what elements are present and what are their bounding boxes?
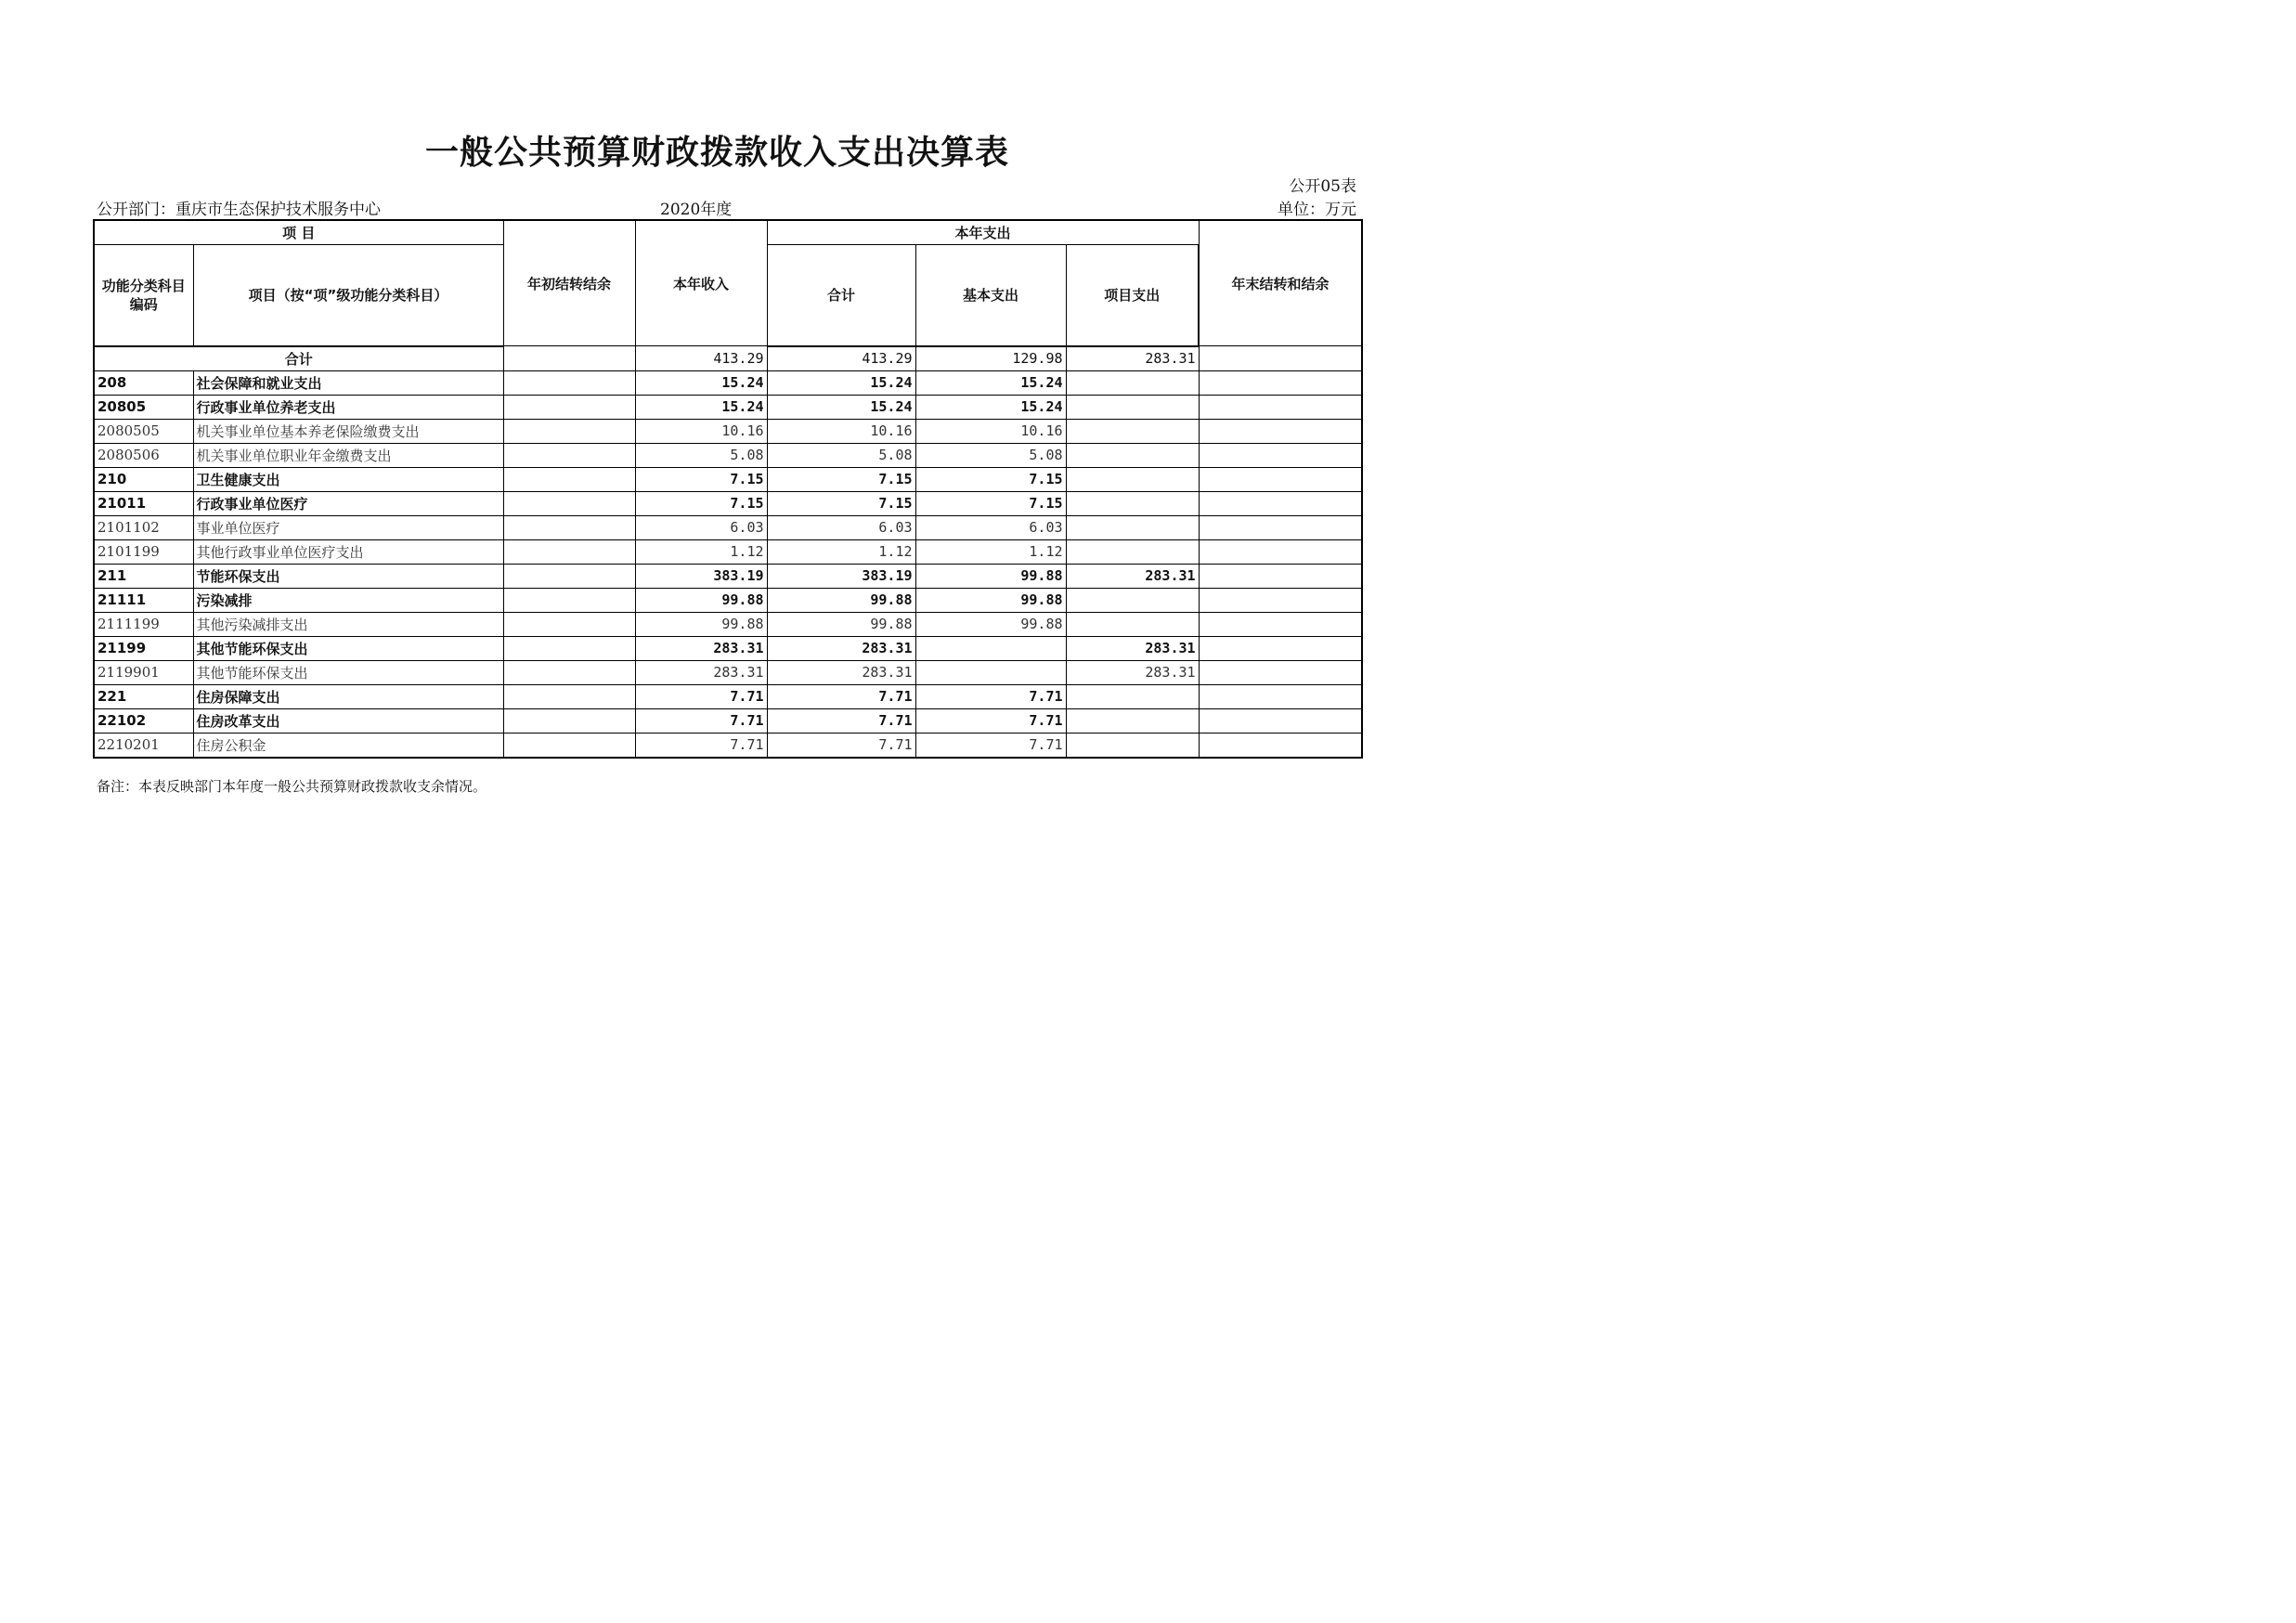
cell-opening <box>503 564 635 588</box>
cell-exp-project <box>1066 708 1199 733</box>
cell-closing <box>1199 708 1362 733</box>
cell-closing <box>1199 443 1362 467</box>
cell-exp-total: 15.24 <box>767 395 915 419</box>
table-row <box>94 419 1362 443</box>
cell-exp-basic <box>915 636 1066 660</box>
cell-opening <box>503 395 635 419</box>
cell-income: 15.24 <box>635 370 767 395</box>
table-header <box>94 220 1362 346</box>
cell-code: 21199 <box>94 636 193 660</box>
cell-item: 卫生健康支出 <box>193 467 503 491</box>
cell-code: 22102 <box>94 708 193 733</box>
cell-exp-total: 15.24 <box>767 370 915 395</box>
cell-exp-basic: 7.71 <box>915 708 1066 733</box>
table-row <box>94 443 1362 467</box>
cell-exp-project <box>1066 539 1199 564</box>
cell-item: 事业单位医疗 <box>193 515 503 539</box>
cell-opening <box>503 515 635 539</box>
cell-exp-basic: 7.15 <box>915 491 1066 515</box>
cell-item: 机关事业单位基本养老保险缴费支出 <box>193 419 503 443</box>
cell-exp-project <box>1066 491 1199 515</box>
cell-exp-total: 7.15 <box>767 491 915 515</box>
cell-income: 5.08 <box>635 443 767 467</box>
cell-item: 污染减排 <box>193 588 503 612</box>
form-number: 公开05表 <box>1289 177 1356 196</box>
cell-closing <box>1199 539 1362 564</box>
total-opening <box>503 346 635 371</box>
table-body <box>94 346 1362 758</box>
department-label: 公开部门：重庆市生态保护技术服务中心 <box>97 201 381 219</box>
total-exp-total: 413.29 <box>767 346 915 371</box>
cell-item: 节能环保支出 <box>193 564 503 588</box>
cell-exp-project <box>1066 612 1199 636</box>
unit-label: 单位：万元 <box>1278 201 1356 219</box>
cell-exp-basic: 1.12 <box>915 539 1066 564</box>
cell-closing <box>1199 395 1362 419</box>
cell-income: 7.71 <box>635 733 767 758</box>
cell-opening <box>503 419 635 443</box>
cell-exp-basic: 7.71 <box>915 684 1066 708</box>
cell-exp-project: 283.31 <box>1066 636 1199 660</box>
cell-closing <box>1199 660 1362 684</box>
header-closing: 年末结转和结余 <box>1199 220 1362 346</box>
cell-item: 行政事业单位养老支出 <box>193 395 503 419</box>
cell-closing <box>1199 636 1362 660</box>
cell-item: 其他节能环保支出 <box>193 636 503 660</box>
header-code: 功能分类科目编码 <box>94 244 193 346</box>
cell-income: 7.15 <box>635 491 767 515</box>
cell-income: 383.19 <box>635 564 767 588</box>
header-exp-total: 合计 <box>767 244 915 346</box>
header-item: 项目（按“项”级功能分类科目） <box>193 244 503 346</box>
cell-code: 2101199 <box>94 539 193 564</box>
cell-item: 住房保障支出 <box>193 684 503 708</box>
cell-code: 21011 <box>94 491 193 515</box>
table-row <box>94 491 1362 515</box>
table-row <box>94 395 1362 419</box>
cell-code: 2111199 <box>94 612 193 636</box>
cell-opening <box>503 491 635 515</box>
cell-exp-project <box>1066 515 1199 539</box>
cell-opening <box>503 370 635 395</box>
cell-exp-basic <box>915 660 1066 684</box>
cell-code: 2080506 <box>94 443 193 467</box>
cell-income: 7.15 <box>635 467 767 491</box>
cell-income: 283.31 <box>635 660 767 684</box>
table-row <box>94 708 1362 733</box>
cell-code: 2210201 <box>94 733 193 758</box>
cell-code: 2119901 <box>94 660 193 684</box>
table-row <box>94 539 1362 564</box>
table-row <box>94 733 1362 758</box>
cell-exp-total: 7.71 <box>767 733 915 758</box>
table-row <box>94 515 1362 539</box>
cell-opening <box>503 684 635 708</box>
header-exp-project: 项目支出 <box>1066 244 1199 346</box>
cell-item: 住房公积金 <box>193 733 503 758</box>
header-exp-basic: 基本支出 <box>915 244 1066 346</box>
cell-closing <box>1199 419 1362 443</box>
cell-income: 10.16 <box>635 419 767 443</box>
cell-opening <box>503 636 635 660</box>
table-row <box>94 467 1362 491</box>
cell-code: 21111 <box>94 588 193 612</box>
cell-exp-basic: 5.08 <box>915 443 1066 467</box>
cell-item: 机关事业单位职业年金缴费支出 <box>193 443 503 467</box>
cell-exp-total: 10.16 <box>767 419 915 443</box>
header-opening: 年初结转结余 <box>503 220 635 346</box>
table-row <box>94 636 1362 660</box>
total-exp-basic: 129.98 <box>915 346 1066 371</box>
cell-income: 1.12 <box>635 539 767 564</box>
cell-exp-project <box>1066 588 1199 612</box>
cell-exp-project <box>1066 419 1199 443</box>
cell-exp-project: 283.31 <box>1066 564 1199 588</box>
header-income: 本年收入 <box>635 220 767 346</box>
cell-code: 2101102 <box>94 515 193 539</box>
cell-code: 210 <box>94 467 193 491</box>
cell-income: 7.71 <box>635 684 767 708</box>
cell-item: 其他节能环保支出 <box>193 660 503 684</box>
cell-opening <box>503 467 635 491</box>
cell-closing <box>1199 370 1362 395</box>
cell-opening <box>503 539 635 564</box>
cell-income: 15.24 <box>635 395 767 419</box>
cell-exp-project <box>1066 733 1199 758</box>
cell-closing <box>1199 733 1362 758</box>
table-row <box>94 588 1362 612</box>
cell-exp-project <box>1066 467 1199 491</box>
cell-closing <box>1199 491 1362 515</box>
cell-exp-basic: 7.71 <box>915 733 1066 758</box>
cell-exp-total: 1.12 <box>767 539 915 564</box>
cell-exp-total: 383.19 <box>767 564 915 588</box>
cell-closing <box>1199 467 1362 491</box>
cell-opening <box>503 660 635 684</box>
total-exp-project: 283.31 <box>1066 346 1199 371</box>
cell-exp-basic: 15.24 <box>915 395 1066 419</box>
cell-exp-basic: 10.16 <box>915 419 1066 443</box>
cell-exp-total: 7.71 <box>767 708 915 733</box>
cell-exp-project: 283.31 <box>1066 660 1199 684</box>
cell-code: 208 <box>94 370 193 395</box>
header-project: 项 目 <box>94 220 503 244</box>
cell-exp-total: 7.71 <box>767 684 915 708</box>
cell-exp-basic: 6.03 <box>915 515 1066 539</box>
cell-item: 行政事业单位医疗 <box>193 491 503 515</box>
cell-exp-total: 5.08 <box>767 443 915 467</box>
cell-income: 283.31 <box>635 636 767 660</box>
cell-income: 7.71 <box>635 708 767 733</box>
cell-income: 99.88 <box>635 588 767 612</box>
table-row <box>94 612 1362 636</box>
cell-opening <box>503 588 635 612</box>
total-income: 413.29 <box>635 346 767 371</box>
cell-exp-basic: 15.24 <box>915 370 1066 395</box>
cell-item: 住房改革支出 <box>193 708 503 733</box>
cell-exp-total: 7.15 <box>767 467 915 491</box>
fiscal-year: 2020年度 <box>660 201 733 219</box>
cell-exp-total: 99.88 <box>767 612 915 636</box>
table-row <box>94 684 1362 708</box>
cell-opening <box>503 733 635 758</box>
table-row <box>94 564 1362 588</box>
total-label: 合计 <box>94 346 503 371</box>
cell-opening <box>503 612 635 636</box>
cell-exp-project <box>1066 443 1199 467</box>
table-row <box>94 370 1362 395</box>
cell-item: 其他行政事业单位医疗支出 <box>193 539 503 564</box>
cell-exp-basic: 99.88 <box>915 588 1066 612</box>
header-expense: 本年支出 <box>767 220 1199 244</box>
cell-exp-total: 6.03 <box>767 515 915 539</box>
cell-code: 211 <box>94 564 193 588</box>
cell-exp-total: 283.31 <box>767 660 915 684</box>
cell-exp-basic: 7.15 <box>915 467 1066 491</box>
cell-exp-basic: 99.88 <box>915 564 1066 588</box>
budget-table <box>93 219 1363 759</box>
cell-opening <box>503 443 635 467</box>
cell-exp-project <box>1066 370 1199 395</box>
cell-closing <box>1199 612 1362 636</box>
cell-item: 社会保障和就业支出 <box>193 370 503 395</box>
cell-opening <box>503 708 635 733</box>
cell-code: 2080505 <box>94 419 193 443</box>
page-title: 一般公共预算财政拨款收入支出决算表 <box>424 134 1009 172</box>
table-row <box>94 660 1362 684</box>
total-row <box>94 346 1362 371</box>
cell-exp-project <box>1066 395 1199 419</box>
cell-exp-total: 283.31 <box>767 636 915 660</box>
cell-item: 其他污染减排支出 <box>193 612 503 636</box>
cell-income: 99.88 <box>635 612 767 636</box>
cell-closing <box>1199 515 1362 539</box>
cell-exp-project <box>1066 684 1199 708</box>
cell-income: 6.03 <box>635 515 767 539</box>
cell-code: 221 <box>94 684 193 708</box>
cell-closing <box>1199 588 1362 612</box>
footnote: 备注：本表反映部门本年度一般公共预算财政拨款收支余情况。 <box>97 778 487 795</box>
total-closing <box>1199 346 1362 371</box>
cell-code: 20805 <box>94 395 193 419</box>
cell-closing <box>1199 564 1362 588</box>
cell-closing <box>1199 684 1362 708</box>
cell-exp-basic: 99.88 <box>915 612 1066 636</box>
cell-exp-total: 99.88 <box>767 588 915 612</box>
